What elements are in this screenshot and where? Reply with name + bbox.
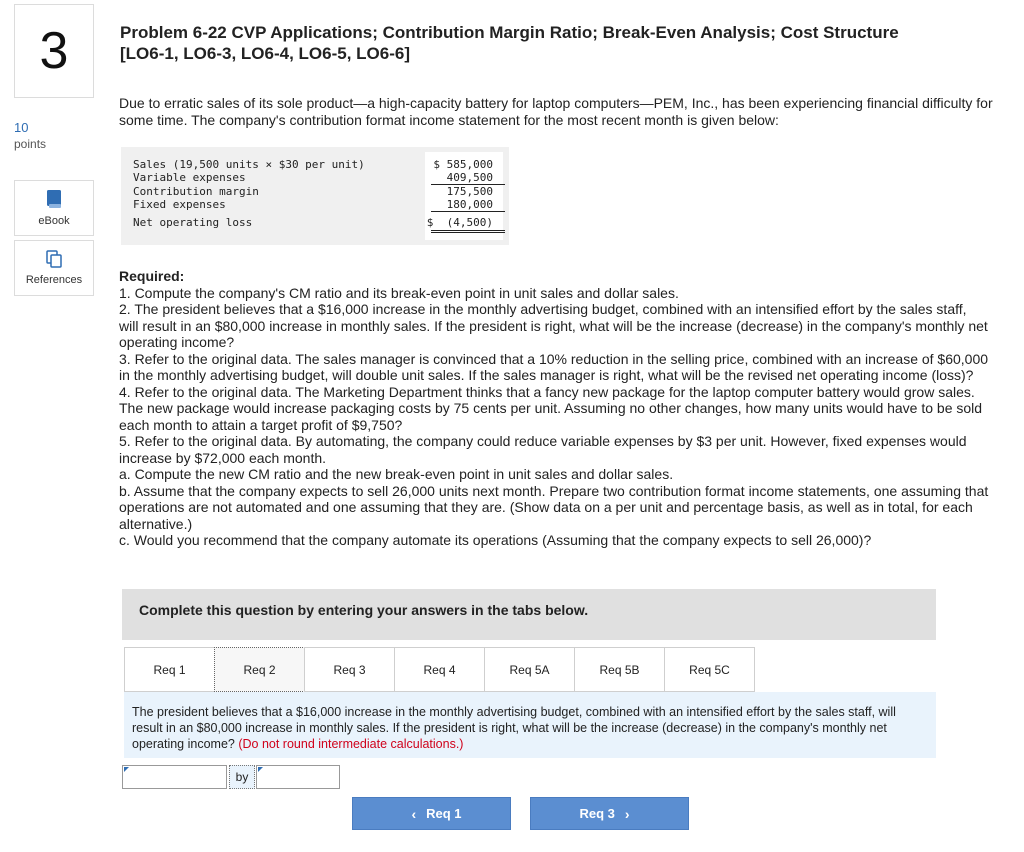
tab-req-2[interactable]: Req 2	[214, 647, 305, 692]
required-heading: Required:	[119, 268, 185, 284]
problem-title-line1: Problem 6-22 CVP Applications; Contribution Margin Ratio; Break-Even Analysis; Cost Structure	[120, 23, 899, 42]
statement-label: Net operating loss	[133, 216, 253, 229]
points-label: points	[14, 137, 47, 151]
direction-select[interactable]	[122, 765, 227, 789]
requirement-tabs	[124, 647, 754, 692]
prev-req-label: Req 1	[426, 806, 462, 821]
problem-title-line2: [LO6-1, LO6-3, LO6-4, LO6-5, LO6-6]	[120, 44, 410, 63]
question-panel	[124, 692, 936, 758]
ebook-label: eBook	[38, 215, 70, 227]
required-item: 5. Refer to the original data. By automating, the company could reduce variable expenses by $3 per unit. However, fixed expenses would increase by $72,000 each month.	[119, 433, 967, 466]
double-underline-bottom	[431, 232, 505, 233]
required-item: 1. Compute the company's CM ratio and its break-even point in unit sales and dollar sales.	[119, 284, 679, 301]
statement-row-contribution	[133, 185, 501, 198]
tab-req-4[interactable]: Req 4	[394, 647, 485, 692]
tab-req-5a[interactable]: Req 5A	[484, 647, 575, 692]
question-number-box	[14, 4, 94, 98]
underline	[431, 211, 505, 212]
ebook-button[interactable]	[14, 180, 94, 236]
statement-row-variable	[133, 171, 501, 184]
documents-icon	[46, 250, 62, 268]
by-label: by	[229, 765, 255, 789]
required-item: 4. Refer to the original data. The Marketing Department thinks that a fancy new package for the laptop computer battery would grow sales. The new package would increase packaging costs by 75 cents per unit. Assuming no other changes, how many units would have to be sold each month to attain a target profit of $9,750?	[119, 383, 983, 433]
tab-req-1[interactable]: Req 1	[124, 647, 215, 692]
tab-req-5b[interactable]: Req 5B	[574, 647, 665, 692]
statement-row-net	[133, 216, 501, 229]
book-icon	[45, 189, 63, 209]
chevron-right-icon: ›	[624, 805, 630, 822]
chevron-left-icon: ‹	[411, 805, 417, 822]
prev-req-button[interactable]	[352, 797, 511, 830]
required-item: 3. Refer to the original data. The sales manager is convinced that a 10% reduction in the selling price, combined with an increase of $60,000 in the monthly advertising budget, will double unit sales. If the sales manager is right, what will be the revised net operating income (loss)?	[119, 350, 989, 383]
required-item: a. Compute the new CM ratio and the new break-even point in unit sales and dollar sales.	[119, 466, 674, 482]
question-number: 3	[39, 22, 69, 80]
problem-intro: Due to erratic sales of its sole product—a high-capacity battery for laptop computers—PEM, Inc., has been experiencing financial difficulty for some time. The company's contribution format income statement for the most recent month is given below:	[119, 95, 993, 128]
statement-amount: 409,500	[446, 171, 493, 184]
required-section	[119, 268, 989, 549]
tab-req-3[interactable]: Req 3	[304, 647, 395, 692]
required-item: b. Assume that the company expects to sell 26,000 units next month. Prepare two contribution format income statements, one assuming that operations are not automated and one assuming that they are. (Show data on a per unit and percentage basis, as well as in total, for each alternative.)	[119, 482, 989, 532]
required-item: 2. The president believes that a $16,000 increase in the monthly advertising budget, combined with an intensified effort by the sales staff, will result in an $80,000 increase in monthly sales. If the president is right, what will be the increase (decrease) in the company's monthly net operating income?	[119, 301, 988, 350]
statement-label: Sales (19,500 units × $30 per unit)	[133, 158, 365, 171]
statement-amount: 175,500	[446, 185, 493, 198]
statement-label: Variable expenses	[133, 171, 246, 184]
double-underline-top	[431, 230, 505, 231]
panel-note: (Do not round intermediate calculations.)	[238, 737, 464, 751]
statement-label: Contribution margin	[133, 185, 259, 198]
statement-amount: 180,000	[446, 198, 493, 211]
tab-req-5c[interactable]: Req 5C	[664, 647, 755, 692]
panel-text: The president believes that a $16,000 increase in the monthly advertising budget, combined with an intensified effort by the sales staff, will result in an $80,000 increase in monthly sales. If the president is right, what will be the increase (decrease) in the company's monthly net operating income?	[132, 705, 896, 751]
references-label: References	[25, 274, 83, 286]
points-value: 10	[14, 120, 29, 135]
statement-label: Fixed expenses	[133, 198, 226, 211]
statement-row-sales	[133, 158, 501, 171]
answer-row	[122, 765, 342, 789]
required-item: c. Would you recommend that the company automate its operations (Assuming that the company expects to sell 26,000)?	[119, 532, 872, 548]
points-info	[14, 120, 46, 152]
statement-row-fixed	[133, 198, 501, 211]
instructions-banner: Complete this question by entering your answers in the tabs below.	[122, 589, 936, 640]
statement-amount: $ (4,500)	[426, 216, 493, 229]
references-button[interactable]	[14, 240, 94, 296]
statement-amount: $ 585,000	[433, 158, 493, 171]
problem-title	[120, 22, 980, 64]
next-req-label: Req 3	[579, 806, 615, 821]
next-req-button[interactable]	[530, 797, 689, 830]
amount-input[interactable]	[256, 765, 340, 789]
income-statement	[121, 147, 509, 245]
